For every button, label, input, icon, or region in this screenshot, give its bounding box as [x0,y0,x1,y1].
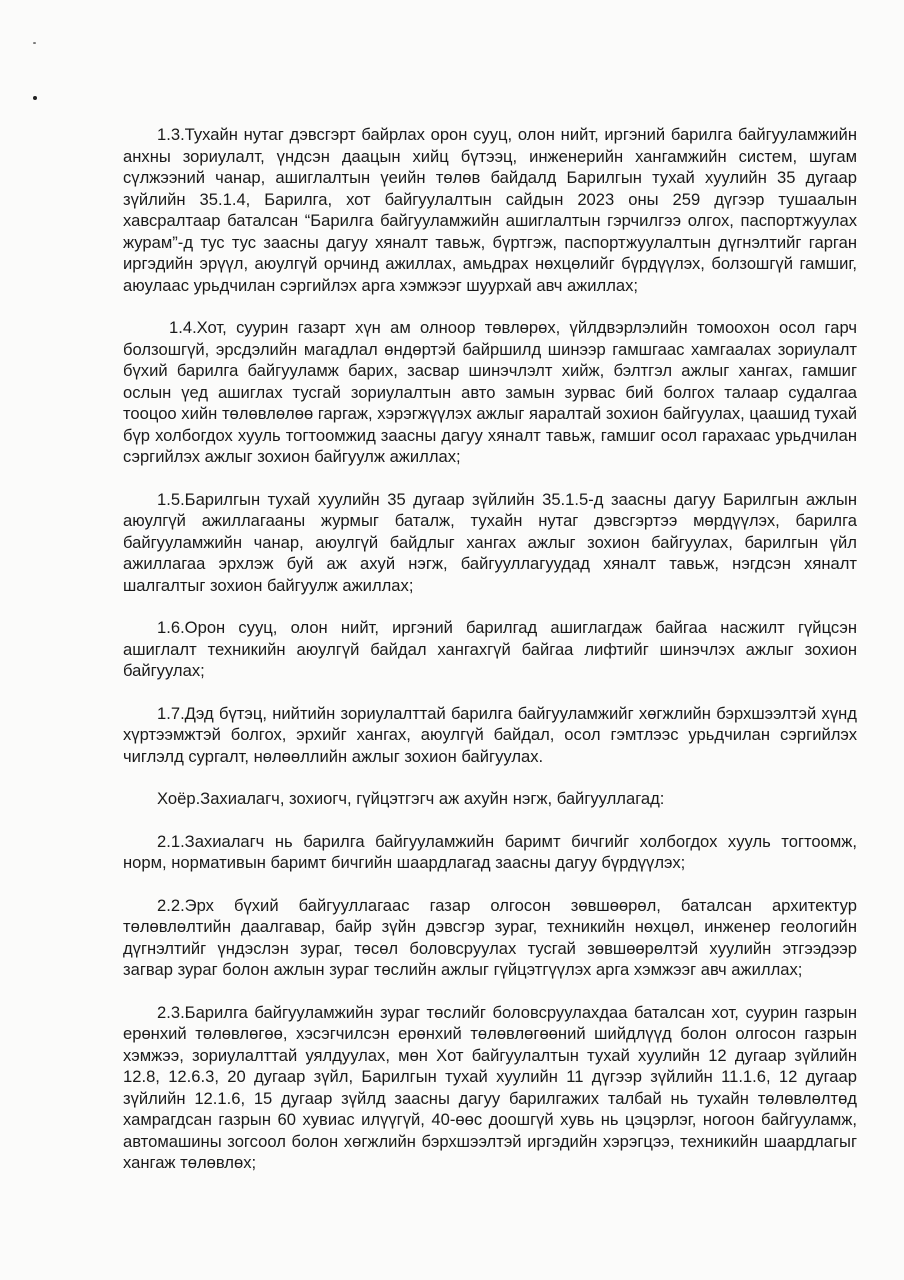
paragraph-1-7: 1.7.Дэд бүтэц, нийтийн зориулалттай барилга байгууламжийг хөгжлийн бэрхшээлтэй хүнд хүртээмжтэй болгох, эрхийг хангах, аюулгүй байдал, осол гэмтлээс урьдчилан сэргийлэх чиглэлд сургалт, нөлөөллийн ажлыг зохион байгуулах. [123,703,857,766]
paragraph-1-3: 1.3.Тухайн нутаг дэвсгэрт байрлах орон сууц, олон нийт, иргэний барилга байгууламжийн анхны зориулалт, үндсэн даацын хийц бүтээц, инженерийн хангамжийн систем, шугам сүлжээний чанар, ашиглалтын үеийн төлөв байдалд Барилгын тухай хуулийн 35 дугаар зүйлийн 35.1.4, Барилга, хот байгуулалтын сайдын 2023 оны 259 дүгээр тушаалын хавсралтаар баталсан “Барилга байгууламжийн ашиглалтын гэрчилгээ олгох, паспортжуулах журам”-д тус тус заасны дагуу хяналт тавьж, бүртгэж, паспортжуулалтын дүгнэлтийг гарган иргэдийн эрүүл, аюулгүй орчинд ажиллах, амьдрах нөхцөлийг бүрдүүлэх, болзошгүй гамшиг, аюулаас урьдчилан сэргийлэх арга хэмжээг шуурхай авч ажиллах; [123,125,857,295]
paragraph-1-5: 1.5.Барилгын тухай хуулийн 35 дугаар зүйлийн 35.1.5-д заасны дагуу Барилгын ажлын аюулгүй ажиллагааны журмыг баталж, тухайн нутаг дэвсгэртээ мөрдүүлэх, барилга байгууламжийн чанар, аюулгүй байдлыг хангах ажлыг зохион байгуулах, барилгын үйл ажиллагаа эрхлэж буй аж ахуй нэгж, байгууллагуудад хяналт тавьж, нэгдсэн хяналт шалгалтыг зохион байгуулж ажиллах; [123,489,857,595]
paragraph-1-4: 1.4.Хот, суурин газарт хүн ам олноор төвлөрөх, үйлдвэрлэлийн томоохон осол гарч болзошгүй, эрсдэлийн магадлал өндөртэй байршилд шинээр гамшгаас хамгаалах зориулалт бүхий барилга байгууламж барих, засвар шинэчлэлт хийж, бэлтгэл ажлыг хангах, гамшиг ослын үед ашиглах тусгай зориулалтын авто замын зурвас бий болгох талаар судалгаа тооцоо хийн төлөвлөлөө гаргаж, хэрэгжүүлэх ажлыг яаралтай зохион байгуулах, цаашид тухай бүр холбогдох хууль тогтоомжид заасны дагуу хяналт тавьж, гамшиг осол гарахаас урьдчилан сэргийлэх ажлыг зохион байгуулж ажиллах; [123,318,857,466]
paragraph-2-1: 2.1.Захиалагч нь барилга байгууламжийн баримт бичгийг холбогдох хууль тогтоомж, норм, нормативын баримт бичгийн шаардлагад заасны дагуу бүрдүүлэх; [123,831,857,872]
paragraph-2-3: 2.3.Барилга байгууламжийн зураг төслийг боловсруулахдаа баталсан хот, суурин газрын ерөнхий төлөвлөгөө, хэсэгчилсэн ерөнхий төлөвлөгөөний шийдлүүд болон олгосон газрын хэмжээ, зориулалттай уялдуулах, мөн Хот байгуулалтын тухай хуулийн 12 дугаар зүйлийн 12.8, 12.6.3, 20 дугаар зүйл, Барилгын тухай хуулийн 11 дүгээр зүйлийн 11.1.6, 12 дугаар зүйлийн 12.1.6, 15 дугаар зүйлд заасны дагуу барилгажих талбай нь тухайн төлөвлөлтөд хамрагдсан газрын 60 хувиас илүүгүй, 40-өөс доошгүй хувь нь цэцэрлэг, ногоон байгууламж, автомашины зогсоол болон хөгжлийн бэрхшээлтэй иргэдийн хэрэгцээ, техникийн шаардлагыг хангаж төлөвлөх; [123,1002,857,1172]
paragraph-2-2: 2.2.Эрх бүхий байгууллагаас газар олгосон зөвшөөрөл, баталсан архитектур төлөвлөлтийн даалгавар, байр зүйн дэвсгэр зураг, техникийн нөхцөл, инженер геологийн дүгнэлтийг үндэслэн зураг, төсөл боловсруулах тусгай зөвшөөрөлтэй хуулийн этгээдээр загвар зураг болон ажлын зураг төслийн ажлыг гүйцэтгүүлэх арга хэмжээг авч ажиллах; [123,895,857,979]
document-body [123,124,857,1195]
scan-speck [33,42,36,44]
section-two-heading: Хоёр.Захиалагч, зохиогч, гүйцэтгэгч аж ахуйн нэгж, байгууллагад: [157,789,665,808]
scan-speck [33,96,37,100]
paragraph-1-6: 1.6.Орон сууц, олон нийт, иргэний барилгад ашиглагдаж байгаа насжилт гүйцсэн ашиглалт техникийн аюулгүй байдал хангахгүй байгаа лифтийг шинэчлэх ажлыг зохион байгуулах; [123,618,857,680]
